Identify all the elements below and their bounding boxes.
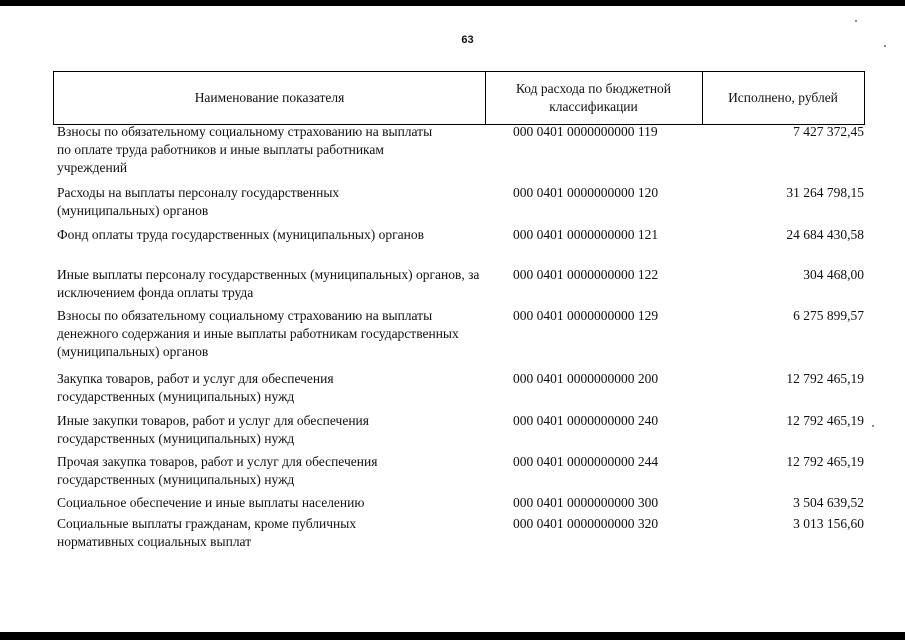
- scan-speck: [872, 425, 874, 427]
- row-name: Взносы по обязательному социальному страхованию на выплаты по оплате труда работников и иные выплаты работникам учреждений: [57, 124, 433, 175]
- row-value: 12 792 465,19: [786, 413, 864, 428]
- header-cell-name: [53, 71, 486, 125]
- header-cell-code: [485, 71, 703, 125]
- header-code-label: Код расхода по бюджетной классификации: [515, 81, 672, 114]
- row-code: 000 0401 0000000000 129: [513, 308, 659, 323]
- scan-speck: [884, 45, 886, 47]
- row-value: 31 264 798,15: [786, 185, 864, 200]
- row-code: 000 0401 0000000000 122: [513, 267, 659, 282]
- row-value: 12 792 465,19: [786, 371, 864, 386]
- row-code: 000 0401 0000000000 300: [513, 495, 659, 510]
- row-code: 000 0401 0000000000 121: [513, 227, 659, 242]
- scan-speck: [855, 20, 857, 22]
- row-name: Взносы по обязательному социальному страхованию на выплаты денежного содержания и иные выплаты работникам государственных (муниципальных) органов: [57, 308, 459, 359]
- row-code: 000 0401 0000000000 240: [513, 413, 659, 428]
- row-value: 3 504 639,52: [793, 495, 864, 510]
- row-value: 304 468,00: [803, 267, 864, 282]
- row-code: 000 0401 0000000000 320: [513, 516, 659, 531]
- header-name-label: Наименование показателя: [194, 90, 345, 105]
- row-value: 24 684 430,58: [786, 227, 864, 242]
- row-name: Социальные выплаты гражданам, кроме публичных нормативных социальных выплат: [57, 516, 357, 549]
- row-code: 000 0401 0000000000 120: [513, 185, 659, 200]
- page-number: 63: [461, 34, 474, 46]
- row-name: Расходы на выплаты персоналу государственных (муниципальных) органов: [57, 185, 340, 218]
- row-value: 3 013 156,60: [793, 516, 864, 531]
- row-value: 7 427 372,45: [793, 124, 864, 139]
- row-name: Закупка товаров, работ и услуг для обеспечения государственных (муниципальных) нужд: [57, 371, 334, 404]
- row-name: Иные выплаты персоналу государственных (муниципальных) органов, за исключением фонда оплаты труда: [57, 267, 480, 300]
- header-cell-value: [702, 71, 865, 125]
- row-value: 6 275 899,57: [793, 308, 864, 323]
- row-name: Прочая закупка товаров, работ и услуг для обеспечения государственных (муниципальных) нужд: [57, 454, 378, 487]
- row-name: Иные закупки товаров, работ и услуг для обеспечения государственных (муниципальных) нужд: [57, 413, 369, 446]
- row-code: 000 0401 0000000000 119: [513, 124, 658, 139]
- bottom-scan-border: [0, 632, 905, 640]
- row-name: Социальное обеспечение и иные выплаты населению: [57, 495, 365, 510]
- row-code: 000 0401 0000000000 200: [513, 371, 659, 386]
- row-name: Фонд оплаты труда государственных (муниципальных) органов: [57, 227, 424, 242]
- top-scan-border: [0, 0, 905, 6]
- row-code: 000 0401 0000000000 244: [513, 454, 659, 469]
- header-value-label: Исполнено, рублей: [728, 90, 838, 105]
- row-value: 12 792 465,19: [786, 454, 864, 469]
